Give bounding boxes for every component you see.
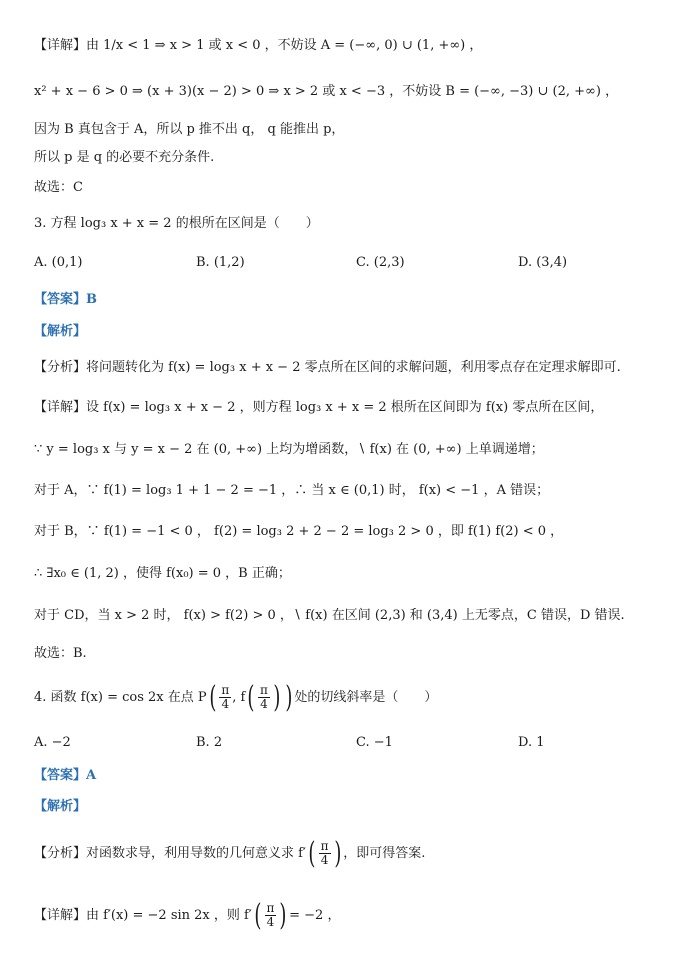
detail-text-start: 【详解】由 f′(x) = −2 sin 2x ，则 f′	[34, 908, 252, 923]
q4-option-b: B. 2	[196, 735, 223, 750]
q3-option-b: B. (1,2)	[196, 255, 245, 270]
fraction-numerator: π	[221, 683, 230, 697]
q4-option-c: C. −1	[356, 735, 393, 750]
q3-option-c: C. (2,3)	[356, 255, 405, 270]
text-line: 故选：B.	[34, 646, 87, 661]
text-line: 【详解】设 f(x) = log₃ x + x − 2 ，则方程 log₃ x + x = 2 根所在区间即为 f(x) 零点所在区间，	[34, 400, 604, 415]
analysis-label: 【解析】	[34, 324, 87, 339]
pi-over-4-fraction	[265, 902, 277, 929]
text-line: ∴ ∃x₀ ∈ (1, 2) ，使得 f(x₀) = 0 ，B 正确；	[34, 566, 291, 581]
fraction-numerator: π	[260, 683, 268, 697]
fraction-numerator: π	[320, 839, 329, 853]
pi-over-4-fraction	[319, 840, 331, 867]
right-paren: )	[285, 679, 293, 715]
text-line: 【分析】将问题转化为 f(x) = log₃ x + x − 2 零点所在区间的求解问题，利用零点存在定理求解即可.	[34, 360, 621, 375]
left-paren: (	[254, 897, 262, 933]
q4-option-d: D. 1	[518, 735, 545, 750]
text-line: 对于 A，∵ f(1) = log₃ 1 + 1 − 2 = −1 ，∴ 当 x ∈ (0,1) 时， f(x) < −1 ，A 错误；	[34, 483, 550, 498]
question-3: 3. 方程 log₃ x + x = 2 的根所在区间是（ ）	[34, 216, 319, 231]
fraction-denominator: 4	[221, 697, 230, 711]
text-line: 因为 B 真包含于 A，所以 p 推不出 q， q 能推出 p，	[34, 122, 345, 137]
q4-text-end: 处的切线斜率是（ ）	[294, 690, 438, 705]
text-line: 【详解】由 1/x < 1 ⇒ x > 1 或 x < 0 ，不妨设 A = (−∞, 0) ∪ (1, +∞) ，	[34, 38, 483, 53]
answer-label: 【答案】A	[34, 768, 97, 783]
fraction-numerator: π	[266, 901, 275, 915]
analysis-label: 【解析】	[34, 799, 87, 814]
q4-text-start: 4. 函数 f(x) = cos 2x 在点 P	[34, 690, 207, 705]
right-paren: )	[279, 897, 287, 933]
q3-option-d: D. (3,4)	[518, 255, 568, 270]
answer-label: 【答案】B	[34, 292, 97, 307]
fraction-denominator: 4	[266, 915, 275, 929]
detail-text-end: = −2 ，	[289, 908, 341, 923]
text-line: ∵ y = log₃ x 与 y = x − 2 在 (0, +∞) 上均为增函数，∖ f(x) 在 (0, +∞) 上单调递增；	[34, 442, 544, 457]
right-paren: )	[333, 835, 341, 871]
text-line: 对于 B，∵ f(1) = −1 < 0 ， f(2) = log₃ 2 + 2 − 2 = log₃ 2 > 0 ，即 f(1) f(2) < 0 ，	[34, 524, 564, 539]
fraction-denominator: 4	[320, 853, 329, 867]
left-paren: (	[308, 835, 316, 871]
analysis-text-end: ，即可得答案.	[343, 846, 426, 861]
text-line: 对于 CD，当 x > 2 时， f(x) > f(2) > 0 ，∖ f(x) 在区间 (2,3) 和 (3,4) 上无零点，C 错误，D 错误.	[34, 608, 625, 623]
right-paren: )	[273, 679, 281, 715]
question-4	[34, 678, 672, 718]
text-line: 所以 p 是 q 的必要不充分条件.	[34, 150, 215, 165]
fraction-denominator: 4	[260, 697, 268, 711]
text-line: 故选：C	[34, 180, 83, 195]
comma-f: , f	[232, 690, 246, 705]
left-paren: (	[208, 679, 217, 715]
pi-over-4-fraction	[219, 684, 231, 711]
analysis-line	[34, 834, 672, 874]
left-paren: (	[247, 679, 255, 715]
q3-option-a: A. (0,1)	[34, 255, 83, 270]
pi-over-4-fraction	[258, 684, 270, 711]
q4-option-a: A. −2	[34, 735, 71, 750]
text-line: x² + x − 6 > 0 ⇒ (x + 3)(x − 2) > 0 ⇒ x > 2 或 x < −3 ，不妨设 B = (−∞, −3) ∪ (2, +∞) ，	[34, 84, 619, 99]
detail-line	[34, 896, 672, 936]
analysis-text-start: 【分析】对函数求导，利用导数的几何意义求 f′	[34, 846, 306, 861]
